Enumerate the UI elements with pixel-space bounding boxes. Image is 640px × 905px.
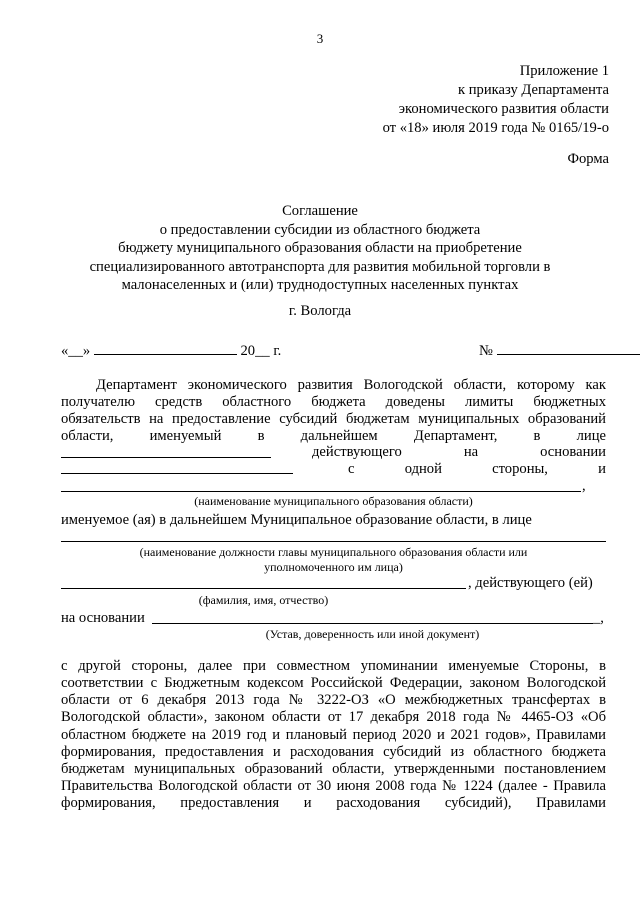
paragraph-line: Правительства Вологодской области от 30 июня 2008 года № 1224 (далее - Правила (61, 778, 606, 794)
paragraph-line: бюджетам муниципальных образований области, утвержденными постановлением (61, 761, 606, 777)
paragraph-line: с другой стороны, далее при совместном упоминании именуемые Стороны, в (61, 658, 606, 674)
paragraph-line: получателю средств областного бюджета доведены лимиты бюджетных (61, 394, 606, 410)
paragraph-line: области, именуемый в дальнейшем Департамент, в лице (61, 428, 606, 444)
form-label: Форма (567, 151, 609, 167)
paragraph-line: Департамент экономического развития Вологодской области, которому как (96, 377, 606, 393)
agreement-heading: Соглашение (282, 203, 358, 219)
caption-fio: (фамилия, имя, отчество) (198, 593, 329, 607)
on-basis-label: на основании (61, 610, 145, 626)
acting-label: , действующего (ей) (468, 575, 593, 591)
number-sign: № (479, 343, 493, 359)
appendix-line: экономического развития области (398, 101, 609, 117)
municipality-blank (61, 491, 581, 492)
caption-municipality: (наименование муниципального образования области) (194, 494, 473, 508)
representative-blank (61, 457, 271, 458)
number-field (479, 341, 640, 360)
caption-head-position: (наименование должности главы муниципального образования области или (139, 545, 528, 559)
agreement-subtitle-line: о предоставлении субсидии из областного бюджета (159, 221, 481, 238)
appendix-line: от «18» июля 2019 года № 0165/19-о (382, 120, 609, 136)
caption-document: (Устав, доверенность или иной документ) (265, 627, 480, 641)
city: г. Вологда (288, 303, 352, 319)
appendix-line: к приказу Департамента (458, 82, 609, 98)
line-end: _, (593, 610, 604, 626)
paragraph-line: формирования, предоставления и расходования субсидий из областного бюджета (61, 744, 606, 760)
agreement-subtitle-line: специализированного автотранспорта для развития мобильной торговли в (89, 258, 551, 275)
number-blank (497, 341, 640, 355)
basis-document-blank (152, 623, 593, 624)
paragraph-line: соответствии с Бюджетным кодексом Российской Федерации, законом Вологодской (61, 675, 606, 691)
agreement-subtitle-line: бюджету муниципального образования области на приобретение (118, 240, 522, 257)
basis-blank (61, 473, 293, 474)
paragraph-line: формирования, предоставления и расходования субсидий), Правилами (61, 795, 606, 811)
head-position-blank (61, 541, 606, 542)
agreement-subtitle-line: малонаселенных и (или) труднодоступных населенных пунктах (121, 277, 519, 294)
page-number: 3 (316, 31, 324, 46)
day-blank: «__» (61, 343, 91, 359)
appendix-block (383, 62, 609, 138)
month-blank (94, 341, 237, 355)
paragraph-line: Вологодской области», законом области от 17 декабря 2018 года № 4465-ОЗ «Об (61, 709, 606, 725)
fio-blank (61, 588, 466, 589)
paragraph-line: обязательств на предоставление субсидий бюджетам муниципальных образований (61, 411, 606, 427)
comma: , (582, 478, 586, 494)
date-field (61, 341, 281, 360)
appendix-line: Приложение 1 (519, 63, 609, 79)
agreement-title (0, 202, 640, 295)
caption-head-position: уполномоченного им лица) (264, 560, 403, 574)
paragraph-line: области от 6 декабря 2013 года № 3222-ОЗ «О межбюджетных трансфертах в (61, 692, 606, 708)
paragraph-line: именуемое (ая) в дальнейшем Муниципальное образование области, в лице (61, 512, 532, 528)
year-blank: 20__ г. (240, 343, 282, 359)
paragraph-line: действующего на основании (312, 444, 606, 460)
paragraph-line: областном бюджете на 2019 год и плановый период 2020 и 2021 годов», Правилами (61, 727, 606, 743)
date-number-line (61, 341, 606, 361)
paragraph-line: с одной стороны, и (348, 461, 606, 477)
